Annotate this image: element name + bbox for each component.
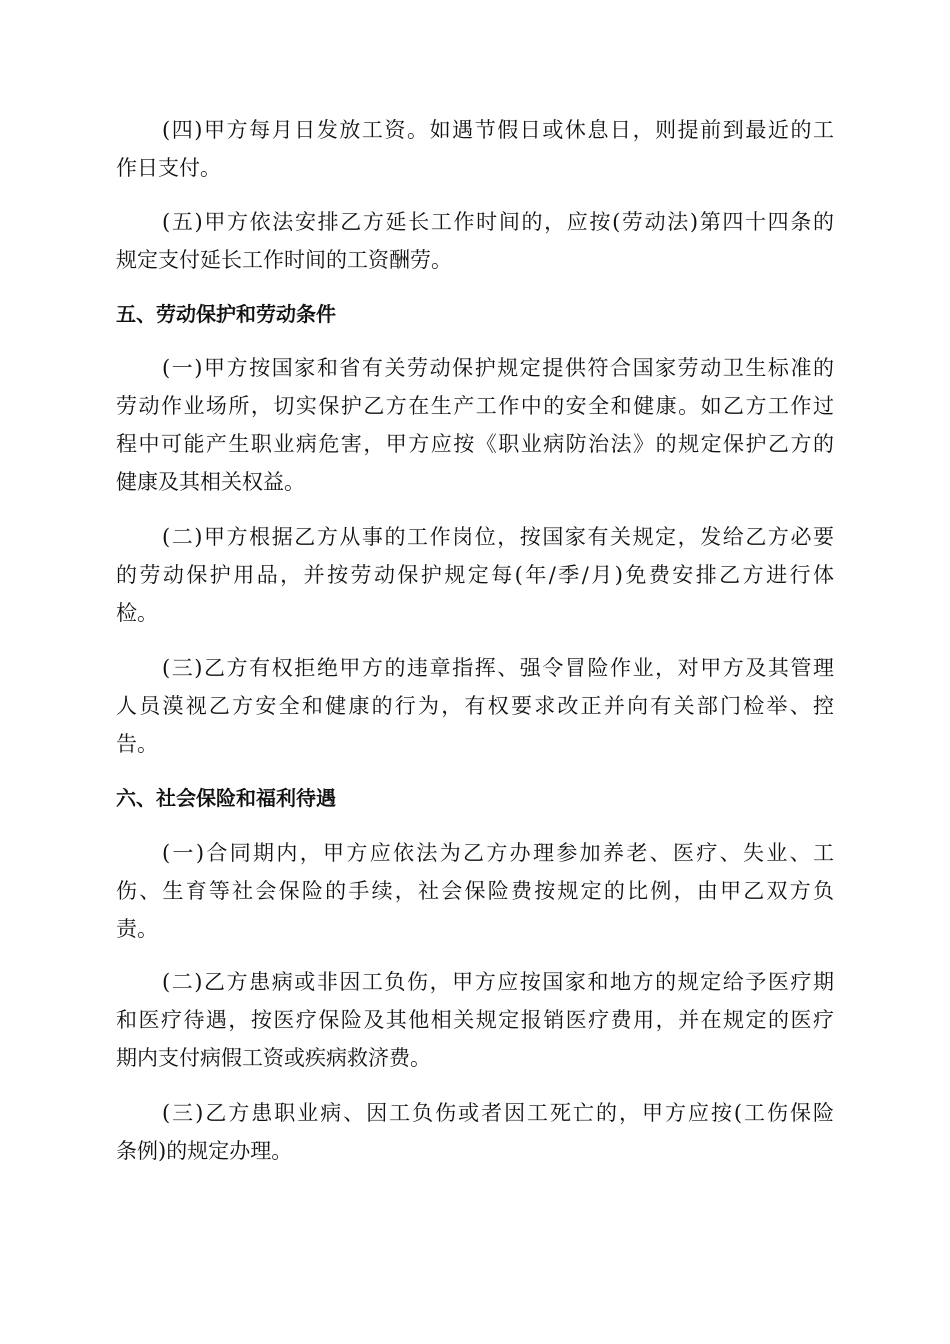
paragraph-line: 程中可能产生职业病危害，甲方应按《职业病防治法》的规定保护乙方的	[116, 432, 834, 456]
paragraph-workplace-safety	[116, 349, 834, 501]
paragraph-line: (五)甲方依法安排乙方延长工作时间的，应按(劳动法)第四十四条的	[162, 210, 834, 234]
paragraph-line: 的劳动保护用品，并按劳动保护规定每(年/季/月)免费安排乙方进行体	[116, 563, 834, 587]
paragraph-line: (二)甲方根据乙方从事的工作岗位，按国家有关规定，发给乙方必要	[162, 525, 834, 549]
paragraph-line: 期内支付病假工资或疾病救济费。	[116, 1046, 431, 1070]
paragraph-insurance-enrollment	[116, 834, 834, 948]
paragraph-line: 人员漠视乙方安全和健康的行为，有权要求改正并向有关部门检举、控	[116, 694, 834, 718]
paragraph-salary-payday	[116, 111, 834, 187]
paragraph-line: 检。	[116, 601, 158, 625]
paragraph-line: 条例)的规定办理。	[116, 1139, 293, 1163]
paragraph-line: 伤、生育等社会保险的手续，社会保险费按规定的比例，由甲乙双方负	[116, 879, 834, 903]
paragraph-line: (一)合同期内，甲方应依法为乙方办理参加养老、医疗、失业、工	[162, 841, 834, 865]
section-heading-social-insurance: 六、社会保险和福利待遇	[116, 786, 336, 810]
paragraph-line: 作日支付。	[116, 156, 221, 180]
paragraph-line: 和医疗待遇，按医疗保险及其他相关规定报销医疗费用，并在规定的医疗	[116, 1008, 834, 1032]
paragraph-overtime-pay	[116, 203, 834, 279]
paragraph-line: 健康及其相关权益。	[116, 470, 305, 494]
paragraph-protective-equipment	[116, 518, 834, 632]
paragraph-sick-leave	[116, 963, 834, 1077]
paragraph-line: 劳动作业场所，切实保护乙方在生产工作中的安全和健康。如乙方工作过	[116, 394, 834, 418]
paragraph-line: (四)甲方每月日发放工资。如遇节假日或休息日，则提前到最近的工	[162, 118, 834, 142]
paragraph-line: 责。	[116, 917, 158, 941]
paragraph-line: (三)乙方患职业病、因工负伤或者因工死亡的，甲方应按(工伤保险	[162, 1101, 834, 1125]
section-heading-labor-protection: 五、劳动保护和劳动条件	[116, 302, 336, 326]
paragraph-right-to-refuse	[116, 649, 834, 763]
paragraph-line: (一)甲方按国家和省有关劳动保护规定提供符合国家劳动卫生标准的	[162, 356, 834, 380]
paragraph-line: 规定支付延长工作时间的工资酬劳。	[116, 248, 452, 272]
paragraph-work-injury	[116, 1094, 834, 1170]
paragraph-line: 告。	[116, 732, 158, 756]
paragraph-line: (三)乙方有权拒绝甲方的违章指挥、强令冒险作业，对甲方及其管理	[162, 656, 834, 680]
paragraph-line: (二)乙方患病或非因工负伤，甲方应按国家和地方的规定给予医疗期	[162, 970, 834, 994]
